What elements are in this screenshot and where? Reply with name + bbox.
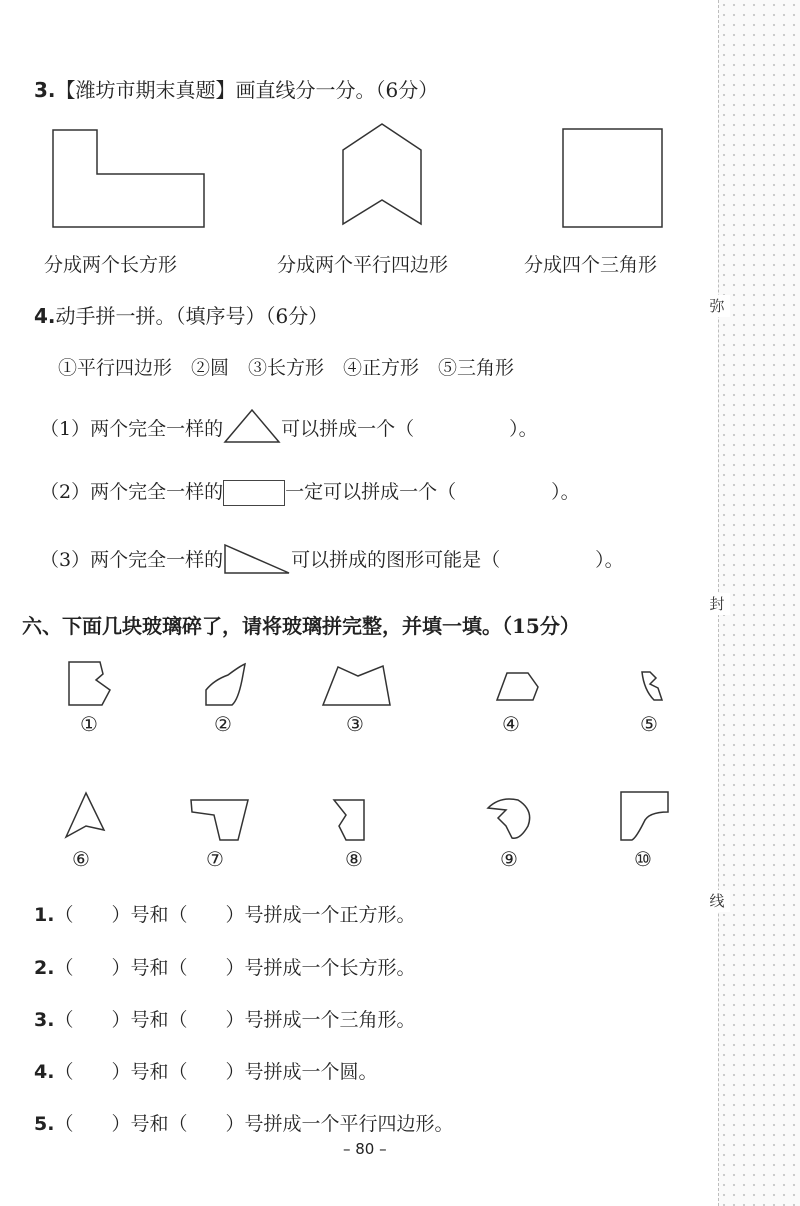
s6-question-4-number: 4.	[34, 1061, 55, 1083]
piece-label-9: ⑨	[500, 847, 518, 871]
piece-label-6: ⑥	[72, 847, 90, 871]
margin-char-mi: 弥	[704, 295, 730, 317]
q3-text: 画直线分一分。（6分）	[235, 78, 439, 102]
margin-char-feng: 封	[704, 593, 730, 615]
piece-label-8: ⑧	[345, 847, 363, 871]
q4-heading	[34, 300, 328, 329]
triangle-icon	[223, 418, 281, 442]
q4-item-1	[40, 414, 538, 442]
q4-item-2	[40, 477, 580, 506]
q4-item-3-post: 可以拼成的图形可能是（ ）。	[291, 549, 624, 571]
s6-question-3-number: 3.	[34, 1009, 55, 1031]
q3-heading	[34, 74, 438, 103]
s6-question-1-text: （ ）号和（ ）号拼成一个正方形。	[54, 904, 416, 926]
s6-question-5	[34, 1109, 453, 1136]
binding-margin	[718, 0, 800, 1206]
glass-piece-10	[0, 0, 1, 1]
piece-label-10: ⑩	[634, 847, 652, 871]
q4-text: 动手拼一拼。（填序号）（6分）	[55, 304, 329, 328]
s6-question-1	[34, 900, 415, 927]
s6-question-3	[34, 1005, 415, 1032]
q4-number: 4.	[34, 304, 56, 328]
shape-label-two-parallelograms: 分成两个平行四边形	[277, 254, 449, 276]
q4-item-2-pre: （2）两个完全一样的	[40, 481, 224, 503]
right-triangle-icon	[223, 549, 291, 573]
piece-label-4: ④	[502, 712, 520, 736]
rectangle-icon	[223, 480, 285, 506]
margin-char-xian: 线	[704, 890, 730, 912]
s6-question-4-text: （ ）号和（ ）号拼成一个圆。	[54, 1061, 378, 1083]
page-number: – 80 –	[343, 1140, 387, 1158]
s6-question-4	[34, 1057, 377, 1084]
section6-title: 六、下面几块玻璃碎了，请将玻璃拼完整，并填一填。（15分）	[22, 614, 580, 638]
shape-label-two-rectangles: 分成两个长方形	[44, 254, 178, 276]
s6-question-2-text: （ ）号和（ ）号拼成一个长方形。	[54, 957, 416, 979]
s6-question-5-number: 5.	[34, 1113, 55, 1135]
s6-question-2-number: 2.	[34, 957, 55, 979]
s6-question-2	[34, 953, 415, 980]
piece-label-5: ⑤	[640, 712, 658, 736]
q4-item-1-pre: （1）两个完全一样的	[40, 418, 224, 440]
q4-item-3-pre: （3）两个完全一样的	[40, 549, 224, 571]
q4-item-1-post: 可以拼成一个（ ）。	[281, 418, 538, 440]
s6-question-5-text: （ ）号和（ ）号拼成一个平行四边形。	[54, 1113, 454, 1135]
piece-label-3: ③	[346, 712, 364, 736]
piece-label-2: ②	[214, 712, 232, 736]
q3-number: 3.	[34, 78, 56, 102]
piece-label-7: ⑦	[206, 847, 224, 871]
q4-options: ①平行四边形 ②圆 ③长方形 ④正方形 ⑤三角形	[58, 357, 515, 379]
q3-tag: 【潍坊市期末真题】	[55, 78, 236, 102]
s6-question-3-text: （ ）号和（ ）号拼成一个三角形。	[54, 1009, 416, 1031]
piece-label-1: ①	[80, 712, 98, 736]
s6-question-1-number: 1.	[34, 904, 55, 926]
q4-item-3	[40, 545, 624, 573]
shape-label-four-triangles: 分成四个三角形	[524, 254, 658, 276]
q4-item-2-post: 一定可以拼成一个（ ）。	[285, 481, 580, 503]
